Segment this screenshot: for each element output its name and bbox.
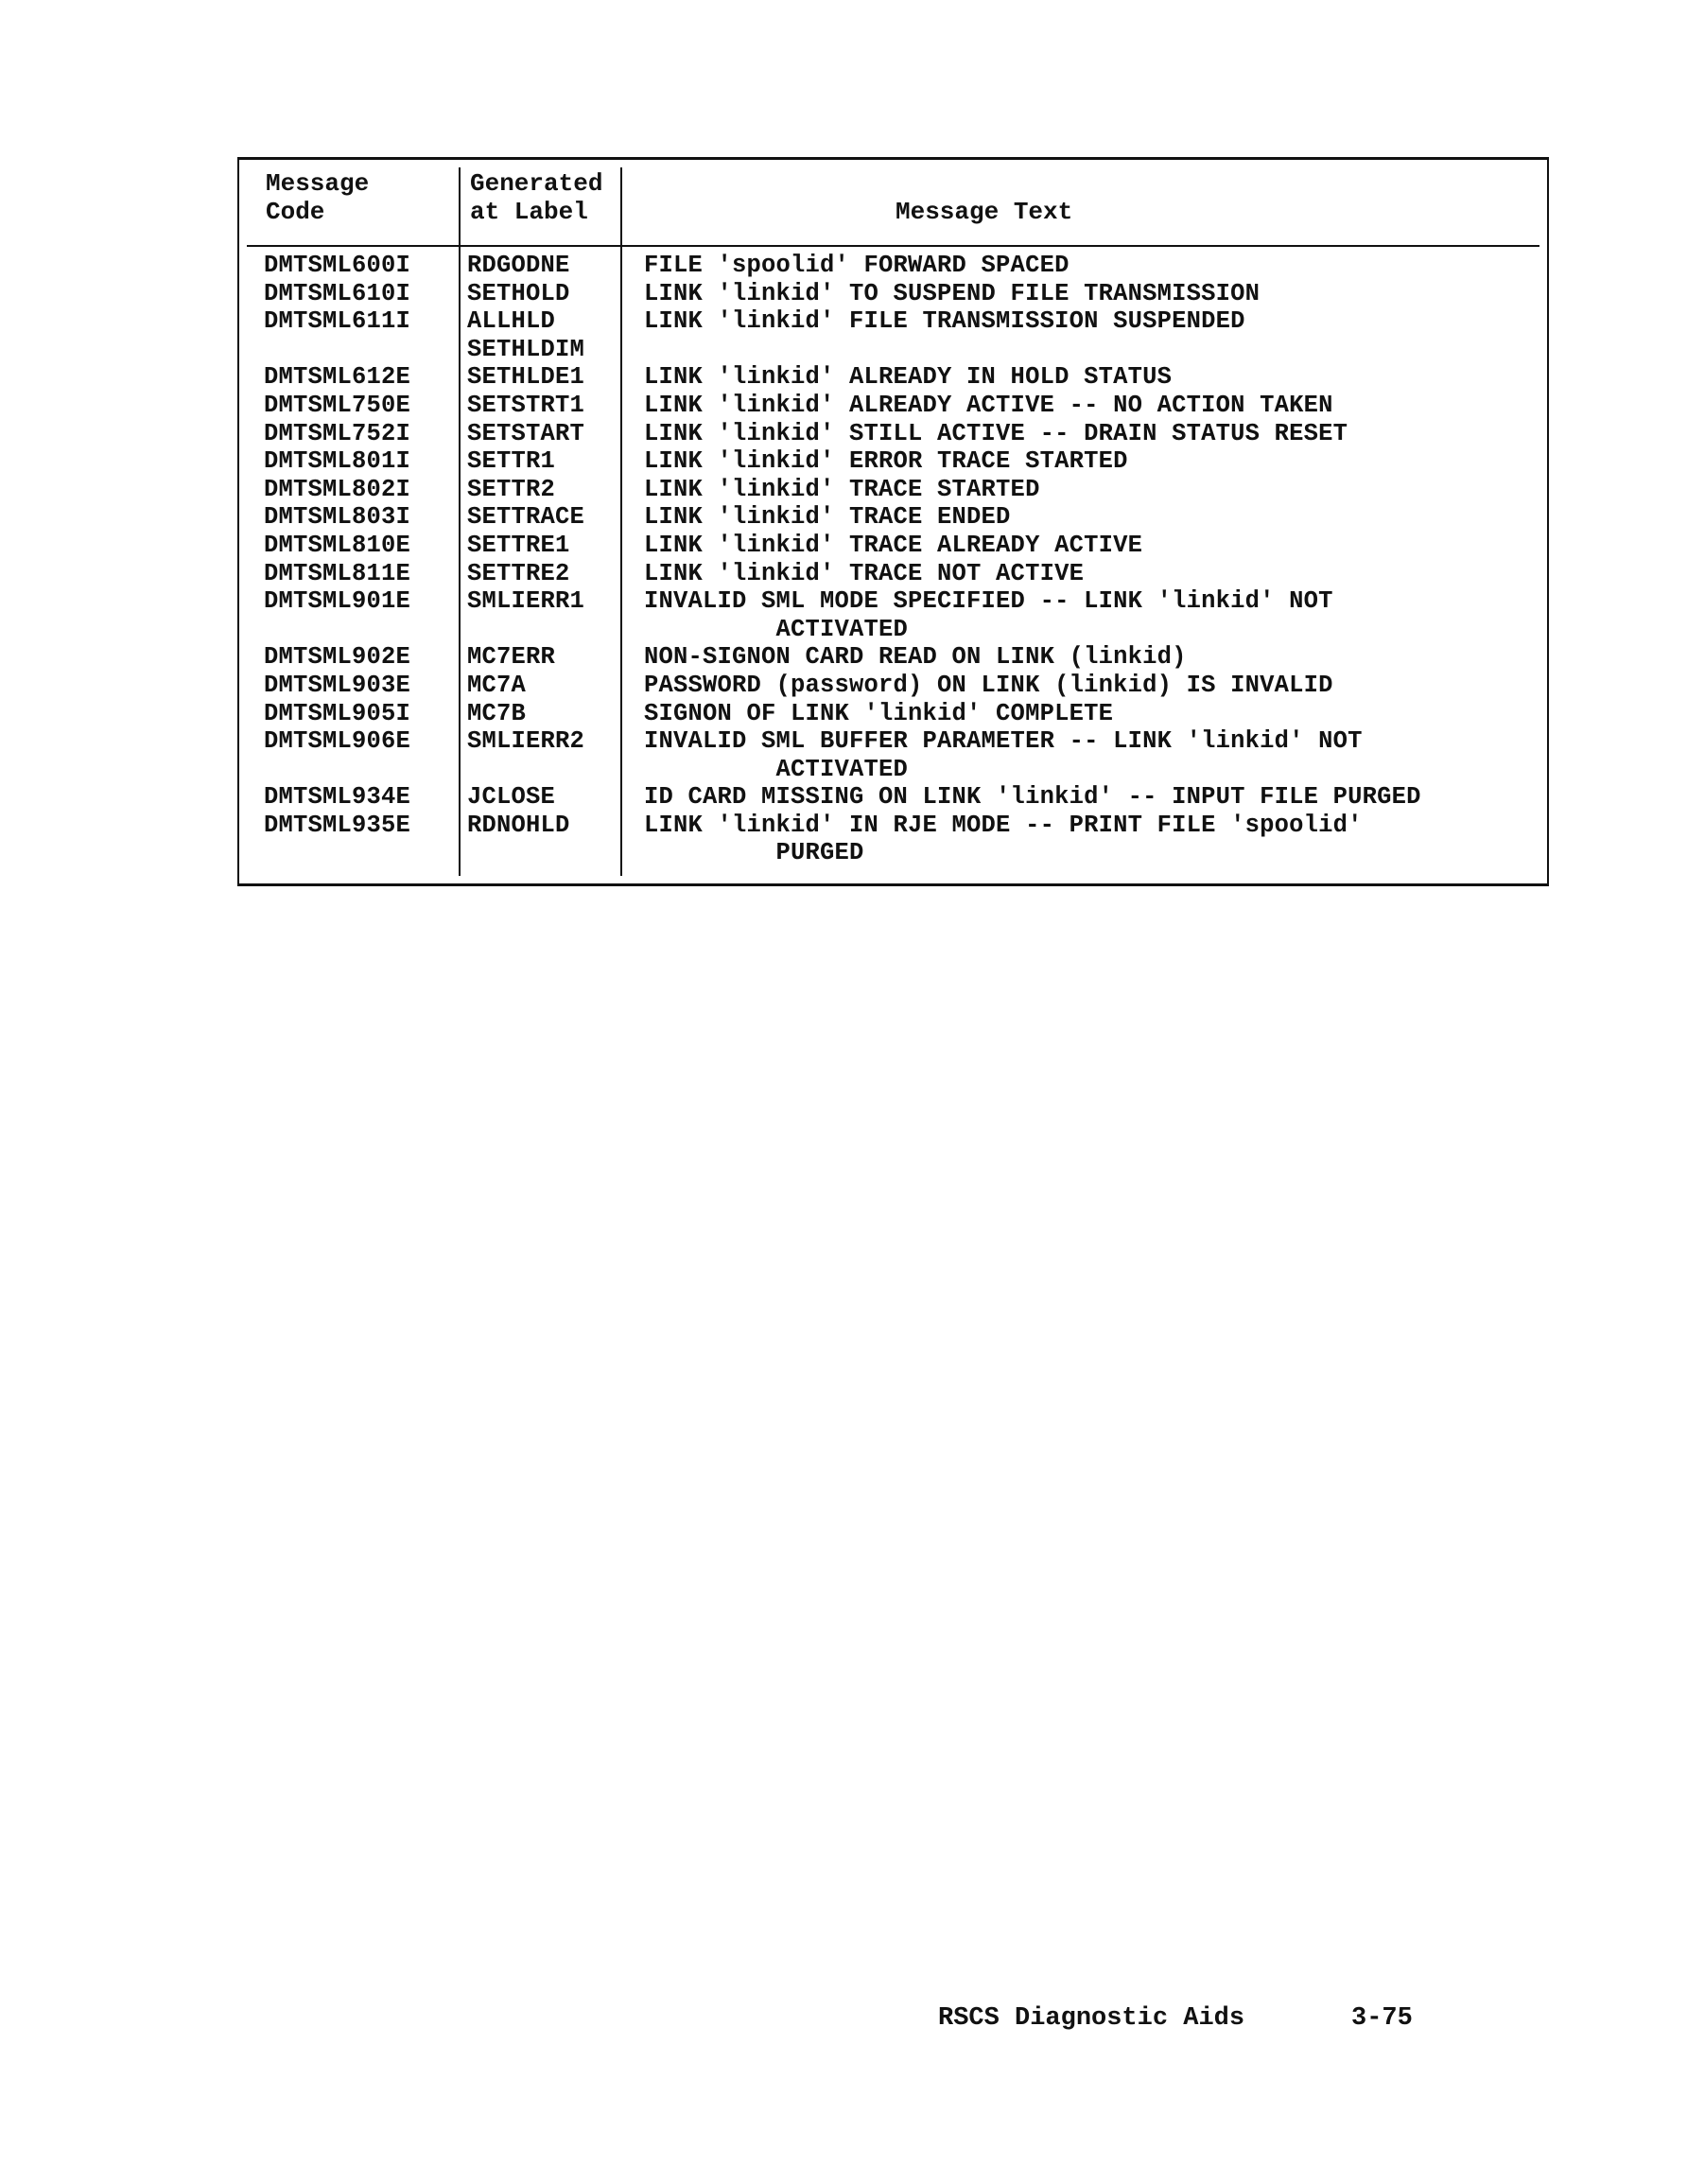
header-message-code bbox=[266, 169, 369, 225]
message-code-cell bbox=[264, 839, 410, 867]
header-message-text: Message Text bbox=[896, 198, 1073, 226]
header-code-line-1: Message bbox=[266, 169, 370, 198]
message-code-cell: DMTSML934E bbox=[264, 783, 411, 812]
message-text-cell: NON-SIGNON CARD READ ON LINK (linkid) bbox=[644, 643, 1187, 672]
generated-label-cell: MC7ERR bbox=[467, 643, 556, 672]
message-text-cell: INVALID SML BUFFER PARAMETER -- LINK 'linkid' NOT bbox=[644, 727, 1363, 756]
generated-label-cell: SETTRE1 bbox=[467, 531, 570, 559]
header-label-line-2: at Label bbox=[470, 197, 588, 226]
generated-label-cell: JCLOSE bbox=[467, 783, 556, 812]
column-message-text bbox=[644, 252, 1421, 867]
message-code-cell: DMTSML935E bbox=[264, 811, 411, 839]
message-code-cell: DMTSML901E bbox=[264, 587, 411, 616]
message-code-cell: DMTSML810E bbox=[264, 531, 411, 559]
message-text-cell: ID CARD MISSING ON LINK 'linkid' -- INPUT FILE PURGED bbox=[644, 783, 1421, 812]
generated-label-cell: RDGODNE bbox=[467, 252, 570, 279]
generated-label-cell: SETTR2 bbox=[467, 475, 556, 503]
header-divider bbox=[247, 245, 1539, 247]
message-code-cell bbox=[264, 336, 410, 364]
message-code-cell: DMTSML600I bbox=[264, 252, 411, 279]
generated-label-cell: SETTRACE bbox=[467, 503, 585, 532]
generated-label-cell: SETHLDE1 bbox=[467, 363, 585, 392]
message-text-cell: ACTIVATED bbox=[644, 755, 909, 783]
column-divider-label bbox=[620, 167, 622, 876]
page-footer bbox=[938, 2004, 1413, 2118]
header-label-line-1: Generated bbox=[470, 169, 603, 198]
message-code-cell: DMTSML610I bbox=[264, 279, 411, 307]
page-number: 3-75 bbox=[1351, 2004, 1413, 2033]
message-code-cell: DMTSML752I bbox=[264, 419, 411, 447]
message-code-cell bbox=[264, 616, 410, 644]
generated-label-cell: SETHLDIM bbox=[467, 335, 585, 363]
generated-label-cell: SMLIERR1 bbox=[467, 587, 585, 616]
message-code-cell: DMTSML612E bbox=[264, 363, 411, 392]
generated-label-cell bbox=[467, 616, 584, 644]
generated-label-cell: MC7B bbox=[467, 699, 527, 727]
generated-label-cell: ALLHLD bbox=[467, 307, 556, 336]
message-text-cell: LINK 'linkid' ALREADY ACTIVE -- NO ACTION TAKEN bbox=[644, 391, 1333, 419]
column-generated-label bbox=[467, 252, 584, 867]
column-message-code bbox=[264, 252, 410, 867]
generated-label-cell: SETTR1 bbox=[467, 447, 556, 476]
message-text-cell: LINK 'linkid' ALREADY IN HOLD STATUS bbox=[644, 363, 1173, 392]
message-code-cell bbox=[264, 756, 410, 784]
message-code-cell: DMTSML802I bbox=[264, 475, 411, 503]
column-divider-code bbox=[459, 167, 461, 876]
message-text-cell: SIGNON OF LINK 'linkid' COMPLETE bbox=[644, 699, 1114, 727]
message-text-cell: LINK 'linkid' TRACE STARTED bbox=[644, 475, 1040, 503]
message-table bbox=[237, 157, 1549, 886]
message-code-cell: DMTSML905I bbox=[264, 699, 411, 727]
message-code-cell: DMTSML811E bbox=[264, 559, 411, 587]
generated-label-cell bbox=[467, 756, 584, 784]
message-text-cell: LINK 'linkid' TRACE NOT ACTIVE bbox=[644, 559, 1085, 587]
message-text-cell: LINK 'linkid' STILL ACTIVE -- DRAIN STATUS RESET bbox=[644, 419, 1348, 447]
message-text-cell: INVALID SML MODE SPECIFIED -- LINK 'linkid' NOT bbox=[644, 587, 1333, 616]
message-text-cell bbox=[644, 336, 1421, 364]
message-code-cell: DMTSML906E bbox=[264, 727, 411, 756]
message-text-cell: LINK 'linkid' TRACE ENDED bbox=[644, 503, 1011, 532]
message-text-cell: LINK 'linkid' FILE TRANSMISSION SUSPENDED bbox=[644, 307, 1245, 336]
generated-label-cell bbox=[467, 839, 584, 867]
generated-label-cell: SETHOLD bbox=[467, 279, 570, 307]
message-text-cell: LINK 'linkid' ERROR TRACE STARTED bbox=[644, 447, 1128, 476]
message-text-cell: LINK 'linkid' TRACE ALREADY ACTIVE bbox=[644, 531, 1143, 559]
generated-label-cell: SETTRE2 bbox=[467, 559, 570, 587]
header-code-line-2: Code bbox=[266, 197, 325, 226]
message-text-cell: PURGED bbox=[644, 839, 864, 867]
message-text-cell: ACTIVATED bbox=[644, 615, 909, 643]
generated-label-cell: SETSTRT1 bbox=[467, 391, 585, 419]
generated-label-cell: RDNOHLD bbox=[467, 811, 570, 839]
message-text-cell: LINK 'linkid' TO SUSPEND FILE TRANSMISSION bbox=[644, 279, 1261, 307]
message-code-cell: DMTSML902E bbox=[264, 643, 411, 672]
header-generated-label bbox=[470, 169, 602, 225]
generated-label-cell: SETSTART bbox=[467, 419, 585, 447]
generated-label-cell: SMLIERR2 bbox=[467, 727, 585, 756]
generated-label-cell: MC7A bbox=[467, 671, 527, 699]
message-text-cell: LINK 'linkid' IN RJE MODE -- PRINT FILE 'spoolid' bbox=[644, 811, 1363, 839]
message-code-cell: DMTSML801I bbox=[264, 447, 411, 476]
message-code-cell: DMTSML750E bbox=[264, 391, 411, 419]
message-text-cell: PASSWORD (password) ON LINK (linkid) IS INVALID bbox=[644, 671, 1333, 699]
message-code-cell: DMTSML903E bbox=[264, 671, 411, 699]
message-code-cell: DMTSML803I bbox=[264, 503, 411, 532]
message-text-cell: FILE 'spoolid' FORWARD SPACED bbox=[644, 252, 1070, 279]
message-code-cell: DMTSML611I bbox=[264, 307, 411, 336]
footer-title: RSCS Diagnostic Aids bbox=[938, 2004, 1245, 2033]
